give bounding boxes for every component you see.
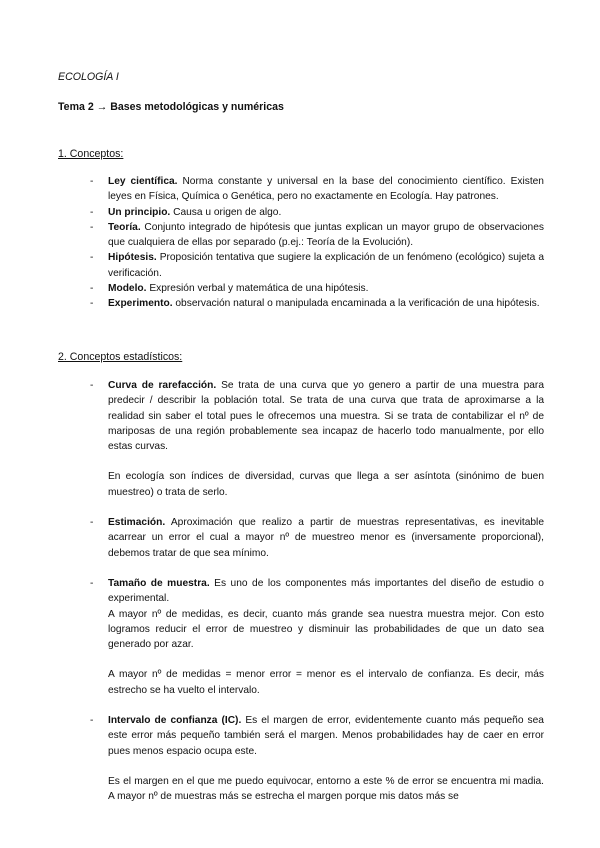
bullet-dash: -	[90, 715, 94, 727]
list-item	[86, 220, 544, 251]
bullet-dash: -	[90, 380, 94, 391]
item-text: Es el margen de error, evidentemente cuanto más pequeño sea este error más pequeño también será el margen. Menos probabilidades hay de caer en error pues menos espacio ocupa este.	[108, 715, 544, 757]
item-text: Aproximación que realizo a partir de muestras representativas, es inevitable acarrear un error el cual a mayor nº de muestreo menor es (inversamente proporcional), debemos tratar de que sea mínimo.	[108, 517, 544, 559]
item-text: Conjunto integrado de hipótesis que juntas explican un mayor grupo de observaciones que cualquiera de ellas por separado (p.ej.: Teoría de la Evolución).	[108, 221, 544, 249]
list-item	[86, 378, 544, 500]
section-heading-concepts: 1. Conceptos:	[58, 148, 124, 160]
item-text: Norma constante y universal en la base del conocimiento científico. Existen leyes en Física, Química o Genética, pero no exactamente en Ecología. Hay patrones.	[108, 176, 544, 203]
item-paragraph: En ecología son índices de diversidad, curvas que llega a ser asíntota (sinónimo de buen muestreo) o trata de serlo.	[108, 471, 544, 498]
section-heading-statistics: 2. Conceptos estadísticos:	[58, 351, 183, 363]
item-paragraph: A mayor nº de medidas = menor error = menor es el intervalo de confianza. Es decir, más estrecho se ha vuelto el intervalo.	[108, 669, 544, 696]
item-term: Intervalo de confianza (IC).	[108, 715, 242, 727]
item-text: Causa u origen de algo.	[173, 206, 282, 218]
bullet-dash: -	[90, 517, 94, 529]
topic-title: Tema 2 → Bases metodológicas y numéricas	[58, 101, 284, 113]
item-text: Es uno de los componentes más importantes del diseño de estudio o experimental.	[108, 577, 544, 605]
list-item	[86, 174, 544, 205]
list-item	[86, 576, 544, 698]
bullet-dash: -	[90, 577, 94, 589]
list-item	[86, 250, 544, 281]
concepts-list	[86, 174, 544, 312]
bullet-dash: -	[90, 283, 94, 295]
item-text: Expresión verbal y matemática de una hipótesis.	[149, 283, 369, 295]
list-item	[86, 296, 544, 311]
list-item	[86, 281, 544, 296]
item-text: observación natural o manipulada encaminada a la verificación de una hipótesis.	[175, 298, 540, 310]
item-term: Un principio.	[108, 206, 171, 218]
item-term: Modelo.	[108, 283, 147, 295]
list-item	[86, 205, 544, 220]
subject-title: ECOLOGÍA I	[58, 71, 119, 83]
list-item	[86, 713, 544, 804]
bullet-dash: -	[90, 221, 94, 233]
item-text: Se trata de una curva que yo genero a partir de una muestra para predecir / describir la población total. Se trata de una curva que trata de aproximarse a la realidad sin saber el total pues le ofrecemos una muestra. Si se trata de contabilizar el nº de mariposas de una región probablemente sea incapaz de hacerlo todo manualmente, por ello estas curvas.	[108, 380, 544, 453]
item-term: Tamaño de muestra.	[108, 577, 210, 589]
bullet-dash: -	[90, 176, 94, 187]
list-item	[86, 515, 544, 561]
bullet-dash: -	[90, 298, 94, 310]
item-paragraph: Es el margen en el que me puedo equivocar, entorno a este % de error se encuentra mi madia. A mayor nº de muestras más se estrecha el margen porque mis datos más se	[108, 775, 544, 803]
item-term: Estimación.	[108, 517, 166, 529]
item-term: Hipótesis.	[108, 252, 157, 264]
bullet-dash: -	[90, 252, 94, 264]
item-term: Teoría.	[108, 221, 141, 233]
item-text: Proposición tentativa que sugiere la explicación de un fenómeno (ecológico) sujeta a verificación.	[108, 252, 544, 279]
item-term: Ley científica.	[108, 176, 178, 187]
item-paragraph: A mayor nº de medidas, es decir, cuanto más grande sea nuestra muestra mejor. Con esto logramos reducir el error de muestreo y disminuir las probabilidades de que un dato sea generado por azar.	[108, 608, 544, 651]
bullet-dash: -	[90, 206, 94, 218]
item-term: Experimento.	[108, 298, 173, 310]
statistics-list	[86, 378, 544, 805]
item-term: Curva de rarefacción.	[108, 380, 217, 391]
